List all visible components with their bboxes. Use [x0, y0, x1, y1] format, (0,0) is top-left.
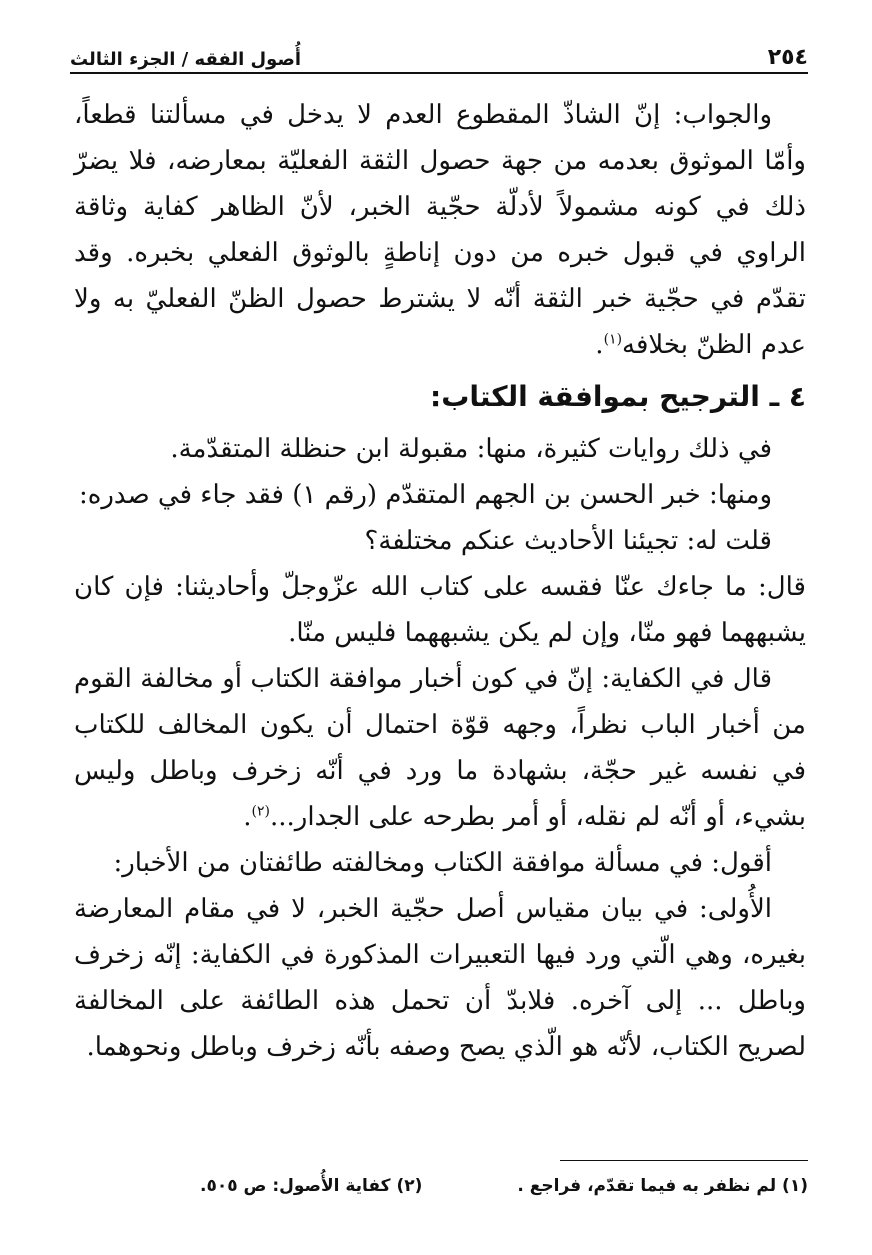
paragraph-6: قال في الكفاية: إنّ في كون أخبار موافقة الكتاب أو مخالفة القوم من أخبار الباب نظراً، وجهه قوّة احتمال أن يكون المخالف للكتاب في نفسه غير حجّة، بشهادة ما ورد في أنّه زخرف وباطل وليس بشيء، أو أنّه لم نقله، أو أمر بطرحه على الجدار...$^{(٢)}$.: [74, 664, 806, 832]
footnote-ref-1: (١): [603, 331, 623, 348]
footnote-1: (١) لم نظفر به فيما تقدّم، فراجع .: [517, 1176, 808, 1196]
paragraph-4: قلت له: تجيئنا الأحاديث عنكم مختلفة؟: [364, 526, 772, 556]
footnotes: [200, 1176, 808, 1196]
section-heading: ٤ ـ الترجيح بموافقة الكتاب:: [430, 380, 806, 413]
page-header: [70, 40, 808, 70]
footnote-rule: [560, 1160, 808, 1161]
paragraph-8: الأُولى: في بيان مقياس أصل حجّية الخبر، لا في مقام المعارضة بغيره، وهي الّتي ورد فيها التعبيرات المذكورة في الكفاية: إنّه زخرف وباطل ... إلى آخره. فلابدّ أن تحمل هذه الطائفة على المخالفة لصريح الكتاب، لأنّه هو الّذي يصح وصفه بأنّه زخرف وباطل ونحوهما.: [74, 894, 806, 1062]
page-number: ٢٥٤: [767, 45, 808, 70]
header-rule: [70, 72, 808, 74]
footnote-2: (٢) كفاية الأُصول: ص ٥٠٥.: [200, 1176, 423, 1196]
paragraph-2: في ذلك روايات كثيرة، منها: مقبولة ابن حنظلة المتقدّمة.: [170, 434, 772, 464]
page-body: [74, 92, 806, 1070]
paragraph-7: أقول: في مسألة موافقة الكتاب ومخالفته طائفتان من الأخبار:: [113, 848, 772, 878]
footnote-ref-2: (٢): [251, 803, 271, 820]
running-title: أُصول الفقه / الجزء الثالث: [70, 49, 302, 70]
paragraph-5: قال: ما جاءك عنّا فقسه على كتاب الله عزّوجلّ وأحاديثنا: فإن كان يشبههما فهو منّا، وإن لم يكن يشبههما فليس منّا.: [74, 572, 806, 648]
paragraph-1: والجواب: إنّ الشاذّ المقطوع العدم لا يدخل في مسألتنا قطعاً، وأمّا الموثوق بعدمه من جهة حصول الثقة الفعليّة بمعارضه، فلا يضرّ ذلك في كونه مشمولاً لأدلّة حجّية الخبر، لأنّ الظاهر كفاية وثاقة الراوي في قبول خبره من دون إناطةٍ بالوثوق الفعلي بخبره. وقد تقدّم في حجّية خبر الثقة أنّه لا يشترط حصول الظنّ الفعليّ به ولا عدم الظنّ بخلافه$^{(١)}$.: [74, 100, 806, 360]
paragraph-3: ومنها: خبر الحسن بن الجهم المتقدّم (رقم ١) فقد جاء في صدره:: [78, 480, 772, 510]
